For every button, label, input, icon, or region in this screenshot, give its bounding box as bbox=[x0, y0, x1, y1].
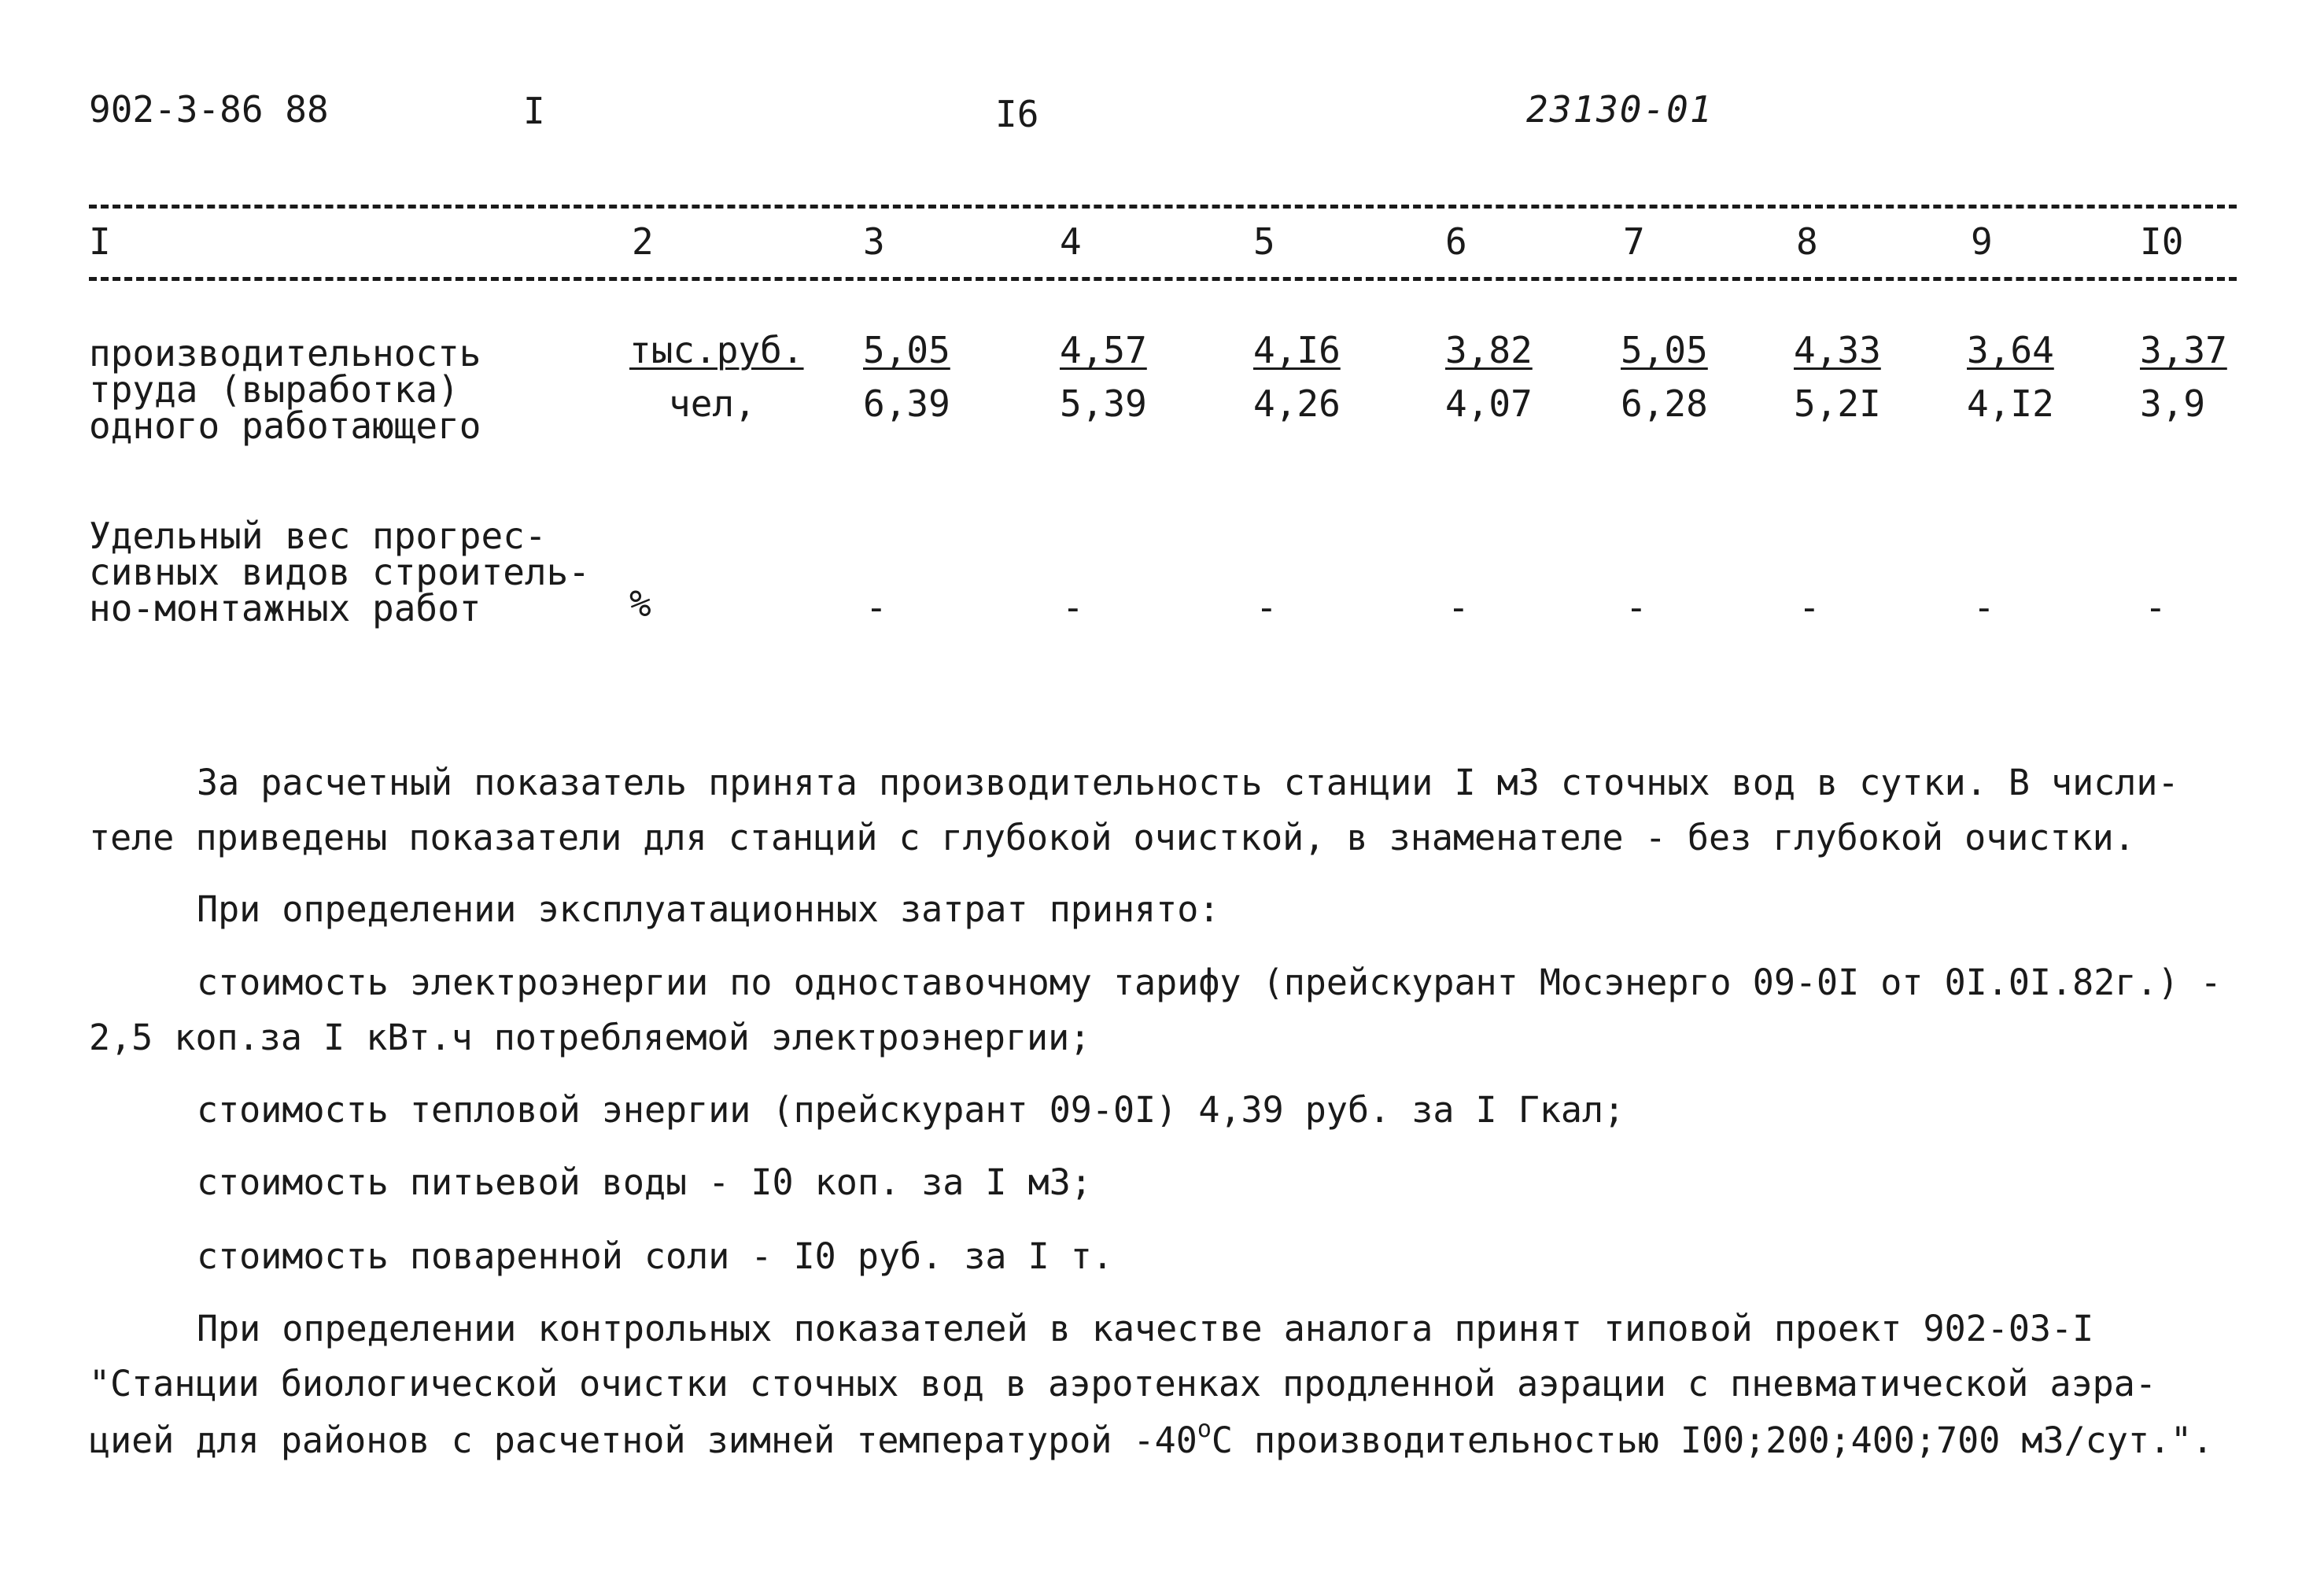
label-line: но-монтажных работ bbox=[89, 587, 481, 629]
paragraph-analog-project-line3 bbox=[89, 1416, 2245, 1461]
text-segment: цией для районов с расчетной зимней температурой -40 bbox=[89, 1419, 1197, 1461]
document-code: 902-3-86 88 bbox=[89, 88, 329, 131]
paragraph-electricity-cost-line2: 2,5 коп.за I кВт.ч потребляемой электроэнергии; bbox=[89, 1017, 1091, 1058]
progressive-share-value-col9: - bbox=[1973, 586, 1995, 629]
productivity-value-col9 bbox=[1967, 330, 2054, 423]
paragraph-analog-project-line1: При определении контрольных показателей в качестве аналога принят типовой проект 902-03-I bbox=[197, 1308, 2094, 1349]
paragraph-water-cost: стоимость питьевой воды - I0 коп. за I м3; bbox=[197, 1161, 1092, 1203]
progressive-share-value-col8: - bbox=[1798, 586, 1820, 629]
value-denominator: 5,2I bbox=[1794, 382, 1881, 425]
text-segment: С производительностью I00;200;400;700 м3/сут.". bbox=[1211, 1419, 2214, 1461]
label-line: Удельный вес прогрес- bbox=[89, 515, 547, 557]
paragraph-heat-cost: стоимость тепловой энергии (прейскурант 09-0I) 4,39 руб. за I Гкал; bbox=[197, 1089, 1625, 1131]
column-number-9: 9 bbox=[1971, 220, 1993, 263]
paragraph-analog-project-line2: "Станции биологической очистки сточных вод в аэротенках продленной аэрации с пневматической аэра- bbox=[89, 1363, 2156, 1405]
value-denominator: 4,26 bbox=[1253, 382, 1341, 425]
productivity-value-col4 bbox=[1060, 330, 1147, 423]
progressive-share-value-col3: - bbox=[865, 586, 887, 629]
row-productivity-label bbox=[89, 332, 481, 447]
label-line: одного работающего bbox=[89, 404, 481, 447]
column-number-5: 5 bbox=[1253, 220, 1275, 263]
column-number-1: I bbox=[89, 220, 111, 263]
row-progressive-share-unit: % bbox=[629, 582, 651, 625]
column-number-7: 7 bbox=[1623, 220, 1645, 263]
productivity-value-col5 bbox=[1253, 330, 1341, 423]
inventory-number: 23130-01 bbox=[1526, 88, 1713, 131]
column-number-10: I0 bbox=[2140, 220, 2184, 263]
progressive-share-value-col6: - bbox=[1448, 586, 1470, 629]
label-line: сивных видов строитель- bbox=[89, 551, 590, 593]
value-denominator: 5,39 bbox=[1060, 382, 1147, 425]
value-denominator: 3,9 bbox=[2140, 382, 2206, 425]
value-numerator: 4,I6 bbox=[1253, 329, 1341, 371]
label-line: производительность bbox=[89, 332, 481, 375]
value-denominator: 6,39 bbox=[863, 382, 950, 425]
value-numerator: 4,57 bbox=[1060, 329, 1147, 371]
paragraph-salt-cost: стоимость поваренной соли - I0 руб. за I т. bbox=[197, 1235, 1113, 1277]
value-numerator: 5,05 bbox=[1621, 329, 1708, 371]
progressive-share-value-col10: - bbox=[2145, 586, 2167, 629]
row-productivity-unit bbox=[629, 330, 804, 423]
value-numerator: 5,05 bbox=[863, 329, 950, 371]
progressive-share-value-col7: - bbox=[1625, 586, 1647, 629]
productivity-value-col8 bbox=[1794, 330, 1881, 423]
progressive-share-value-col4: - bbox=[1062, 586, 1084, 629]
label-line: труда (выработка) bbox=[89, 368, 459, 411]
value-numerator: 3,64 bbox=[1967, 329, 2054, 371]
unit-numerator: тыс.руб. bbox=[629, 329, 804, 371]
productivity-value-col10 bbox=[2140, 330, 2227, 423]
paragraph-calculation-basis-line2: теле приведены показатели для станций с глубокой очисткой, в знаменателе - без глубокой очистки. bbox=[89, 817, 2135, 858]
paragraph-operating-costs-intro: При определении эксплуатационных затрат принято: bbox=[197, 888, 1220, 930]
column-number-3: 3 bbox=[863, 220, 885, 263]
value-denominator: 4,I2 bbox=[1967, 382, 2054, 425]
unit-denominator: чел, bbox=[669, 382, 756, 425]
value-numerator: 4,33 bbox=[1794, 329, 1881, 371]
section-number: I bbox=[523, 90, 545, 132]
row-progressive-share-label bbox=[89, 515, 590, 629]
table-header-rule bbox=[89, 277, 2237, 281]
column-number-6: 6 bbox=[1445, 220, 1467, 263]
column-number-2: 2 bbox=[632, 220, 654, 263]
paragraph-calculation-basis-line1: За расчетный показатель принята производительность станции I м3 сточных вод в сутки. В числи- bbox=[197, 762, 2179, 803]
paragraph-electricity-cost-line1: стоимость электроэнергии по одноставочному тарифу (прейскурант Мосэнерго 09-0I от 0I.0I.82г.) - bbox=[197, 962, 2222, 1003]
productivity-value-col6 bbox=[1445, 330, 1533, 423]
value-numerator: 3,37 bbox=[2140, 329, 2227, 371]
value-denominator: 6,28 bbox=[1621, 382, 1708, 425]
productivity-value-col7 bbox=[1621, 330, 1708, 423]
page-number: I6 bbox=[995, 93, 1039, 135]
table-top-rule bbox=[89, 205, 2237, 209]
column-number-4: 4 bbox=[1060, 220, 1082, 263]
progressive-share-value-col5: - bbox=[1256, 586, 1278, 629]
column-number-8: 8 bbox=[1796, 220, 1818, 263]
value-numerator: 3,82 bbox=[1445, 329, 1533, 371]
degree-superscript: о bbox=[1197, 1416, 1212, 1443]
productivity-value-col3 bbox=[863, 330, 950, 423]
value-denominator: 4,07 bbox=[1445, 382, 1533, 425]
